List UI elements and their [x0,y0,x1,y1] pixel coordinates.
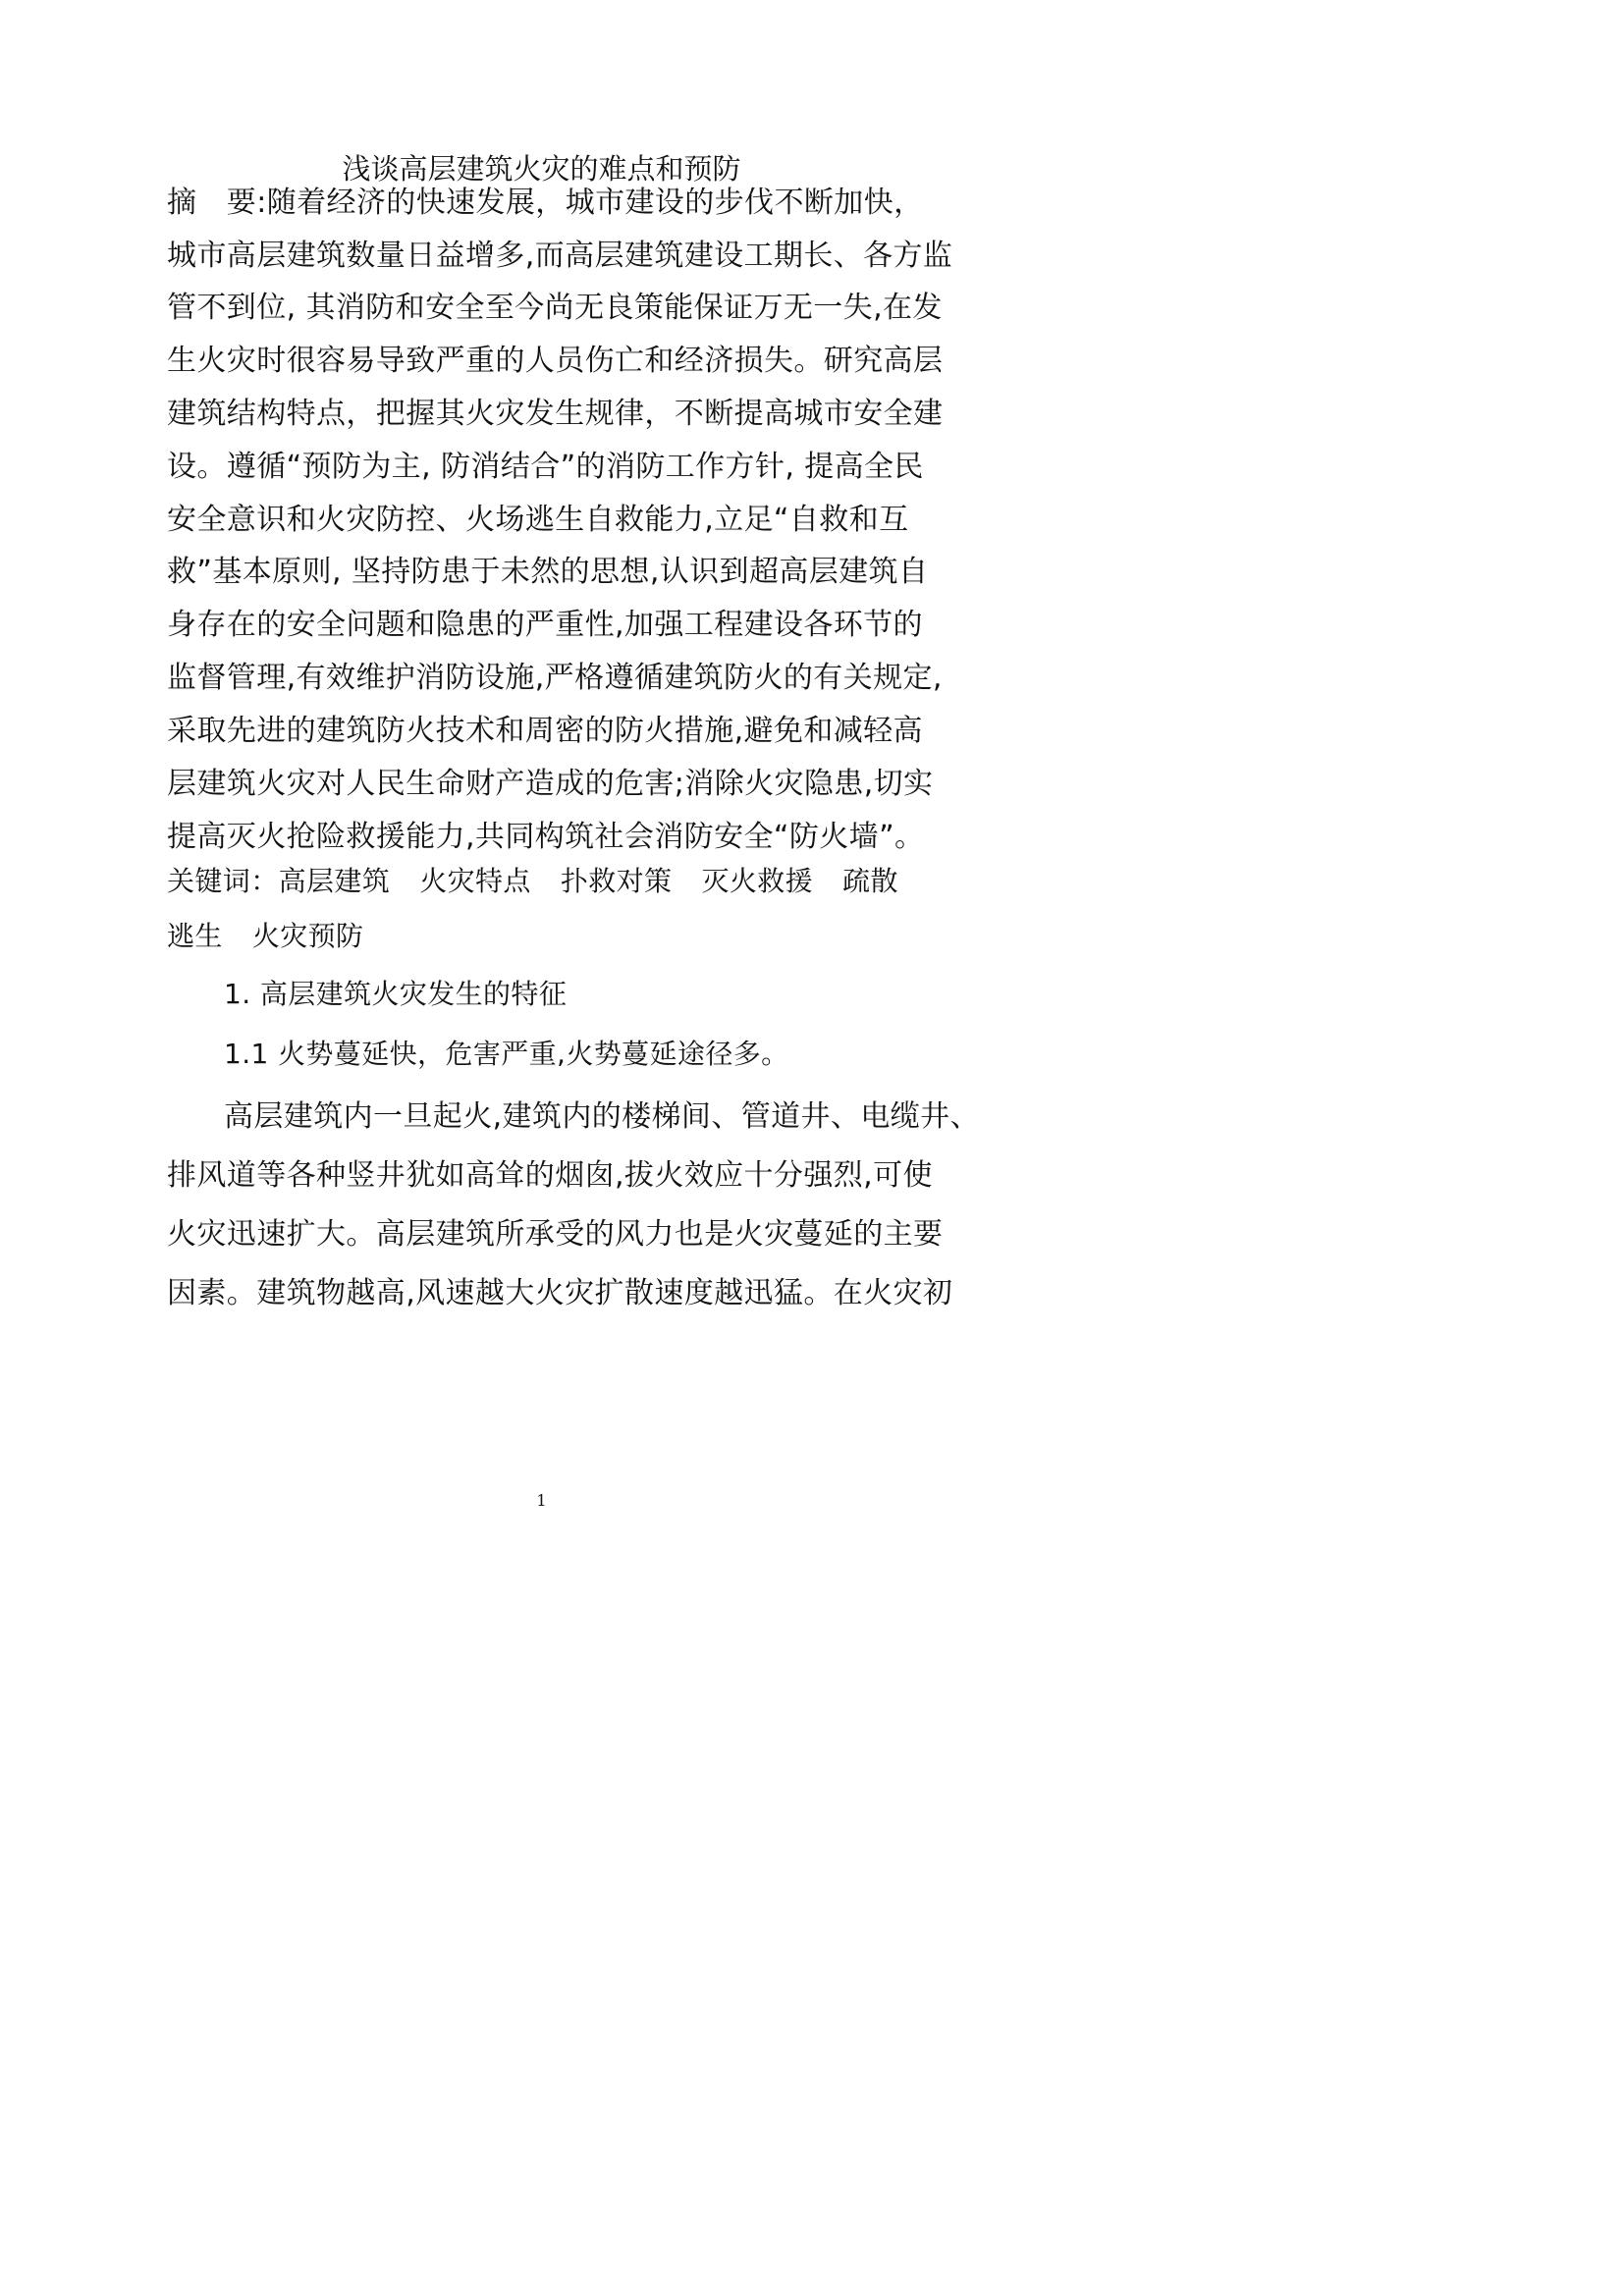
keyword: 疏散 [842,865,898,897]
keyword: 灭火救援 [701,865,814,897]
abstract-line-13: 提高灭火抢险救援能力,共同构筑社会消防安全“防火墙”。 [167,820,925,854]
body-line-1: 高层建筑内一旦起火,建筑内的楼梯间、管道井、电缆井、 [224,1099,980,1134]
keywords-label: 关键词： [167,865,279,897]
abstract-line-10: 监督管理,有效维护消防设施,严格遵循建筑防火的有关规定, [167,661,943,695]
keywords-line-2 [167,917,363,956]
abstract-line-4: 生火灾时很容易导致严重的人员伤亡和经济损失。研究高层 [167,344,944,378]
body-line-3: 火灾迅速扩大。高层建筑所承受的风力也是火灾蔓延的主要 [167,1217,944,1252]
abstract-line-7: 安全意识和火灾防控、火场逃生自救能力,立足“自救和互 [167,503,909,537]
abstract-line-8: 救”基本原则, 坚持防患于未然的思想,认识到超高层建筑自 [167,555,929,589]
body-line-2: 排风道等各种竖井犹如高耸的烟囱,拔火效应十分强烈,可使 [167,1158,933,1193]
keyword: 高层建筑 [278,865,391,897]
abstract-line-6: 设。遵循“预防为主, 防消结合”的消防工作方针, 提高全民 [167,450,924,484]
keywords-line-1 [167,862,898,901]
keyword: 火灾特点 [419,865,531,897]
keyword: 扑救对策 [560,865,673,897]
abstract-line-1: 摘 要:随着经济的快速发展，城市建设的步伐不断加快， [167,186,924,220]
abstract-line-3: 管不到位, 其消防和安全至今尚无良策能保证万无一失,在发 [167,291,943,325]
abstract-line-5: 建筑结构特点，把握其火灾发生规律，不断提高城市安全建 [167,397,944,431]
keyword: 逃生 [167,920,223,952]
document-page [0,0,1083,1531]
section-heading: 1. 高层建筑火灾发生的特征 [224,978,568,1010]
abstract-line-2: 城市高层建筑数量日益增多,而高层建筑建设工期长、各方监 [167,239,953,273]
abstract-line-9: 身存在的安全问题和隐患的严重性,加强工程建设各环节的 [167,608,923,642]
subsection-heading: 1.1 火势蔓延快，危害严重,火势蔓延途径多。 [224,1038,789,1070]
document-title: 浅谈高层建筑火灾的难点和预防 [342,152,741,186]
keyword: 火灾预防 [251,920,364,952]
abstract-line-12: 层建筑火灾对人民生命财产造成的危害;消除火灾隐患,切实 [167,767,934,801]
body-line-4: 因素。建筑物越高,风速越大火灾扩散速度越迅猛。在火灾初 [167,1276,953,1310]
abstract-line-11: 采取先进的建筑防火技术和周密的防火措施,避免和减轻高 [167,714,923,748]
page-number: 1 [536,1491,547,1510]
